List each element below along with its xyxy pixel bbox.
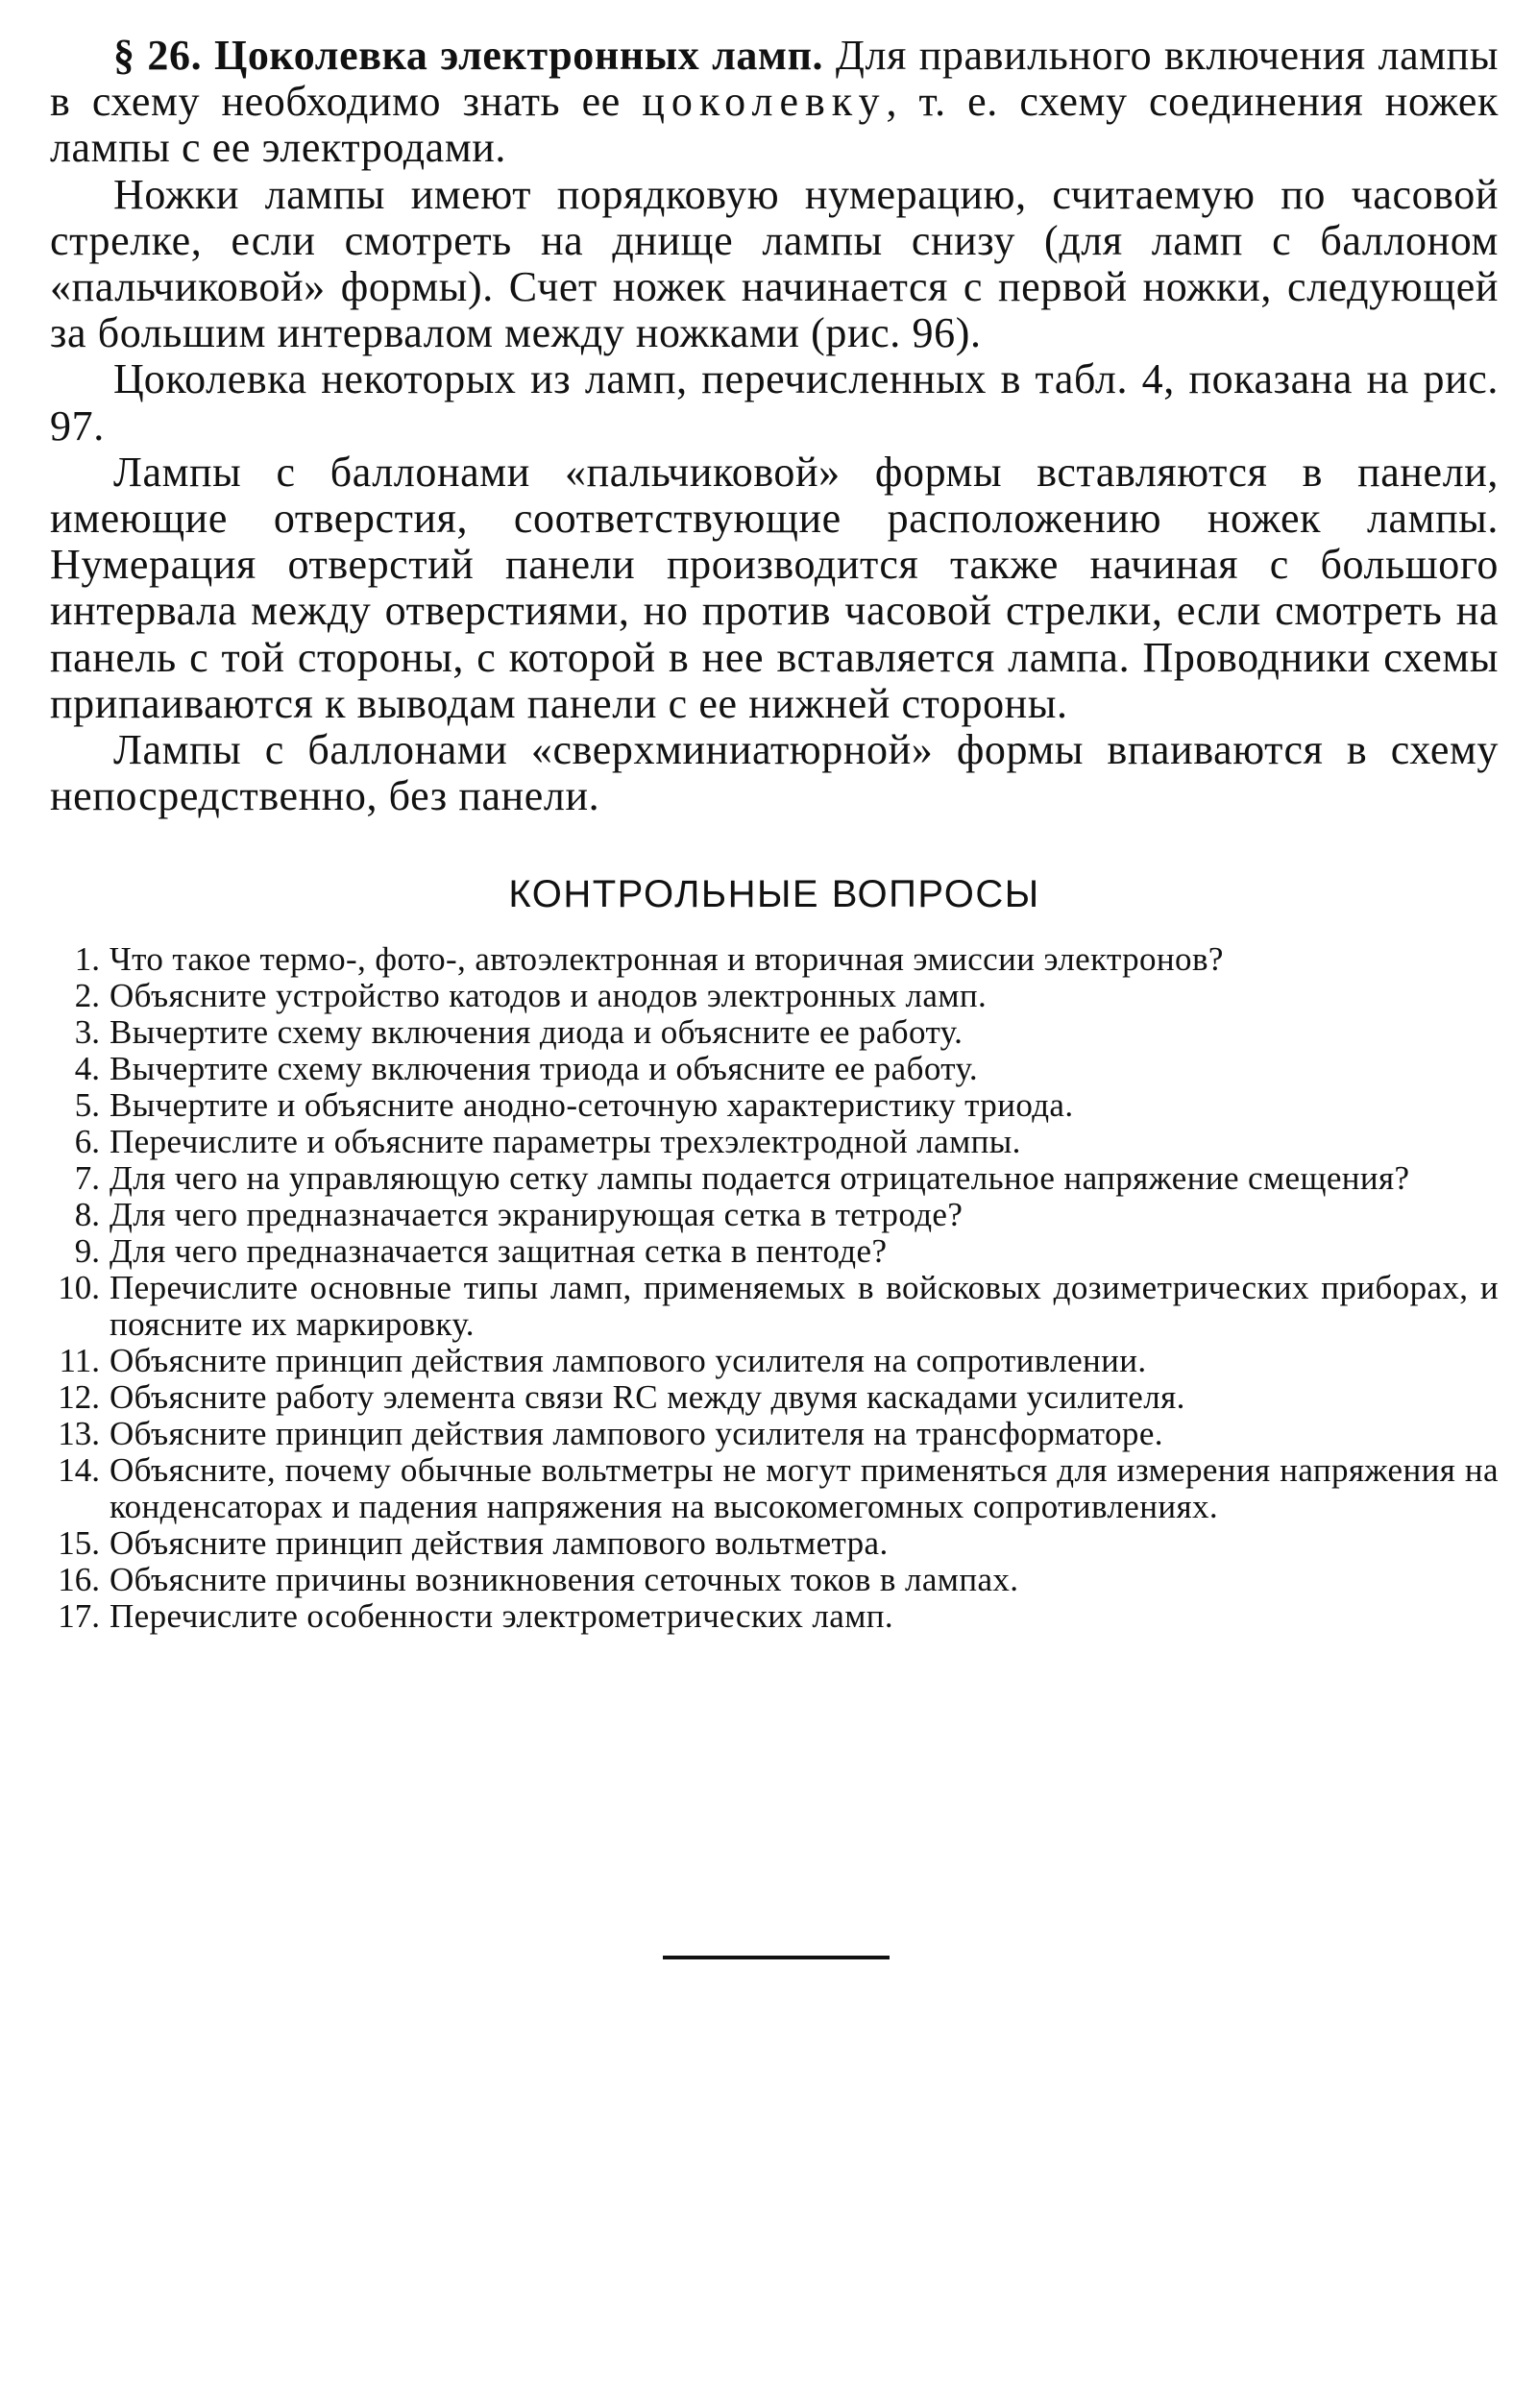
paragraph-pin-numbering: Ножки лампы имеют порядковую нумерацию, считаемую по часовой стрелке, если смотреть на днище лампы снизу (для ламп с баллоном «пальчиковой» формы). Счет ножек начинается с первой ножки, следующей за большим интервалом между ножками (рис. 96). bbox=[50, 170, 1499, 357]
question-text: Для чего предназначается экранирующая сетка в тетроде? bbox=[110, 1196, 964, 1234]
question-text: Вычертите схему включения триода и объясните ее работу. bbox=[110, 1050, 979, 1088]
question-text: Вычертите и объясните анодно-сеточную характеристику триода. bbox=[110, 1086, 1074, 1125]
question-item bbox=[50, 1452, 1499, 1525]
question-number: 16. bbox=[58, 1561, 100, 1599]
question-item bbox=[50, 1197, 1499, 1233]
question-text: Вычертите схему включения диода и объясните ее работу. bbox=[110, 1013, 964, 1052]
question-text: Что такое термо-, фото-, автоэлектронная и вторичная эмиссии электронов? bbox=[110, 940, 1224, 979]
question-text: Объясните принцип действия лампового вольтметра. bbox=[110, 1524, 889, 1563]
question-item bbox=[50, 1124, 1499, 1160]
spaced-term: цоколевку bbox=[642, 78, 887, 126]
question-number: 13. bbox=[58, 1415, 100, 1453]
question-number: 3. bbox=[74, 1013, 100, 1052]
paragraph-socket: Лампы с баллонами «пальчиковой» формы вставляются в панели, имеющие отверстия, соответствующие расположению ножек лампы. Нумерация отверстий панели производится также начиная с большого интервала между отверстиями, но против часовой стрелки, если смотреть на панель с той стороны, с которой в нее вставляется лампа. Проводники схемы припаиваются к выводам панели с ее нижней стороны. bbox=[50, 448, 1499, 727]
paragraph-intro bbox=[50, 33, 1499, 172]
paragraph-intro-text: Для правильного включения лампы в схему необходимо знать ее bbox=[50, 32, 1499, 126]
question-item bbox=[50, 1270, 1499, 1343]
question-text: Для чего на управляющую сетку лампы подается отрицательное напряжение смещения? bbox=[110, 1159, 1410, 1198]
question-text: Объясните принцип действия лампового усилителя на сопротивлении. bbox=[110, 1342, 1147, 1380]
question-item bbox=[50, 978, 1499, 1014]
questions-title: КОНТРОЛЬНЫЕ ВОПРОСЫ bbox=[508, 873, 1040, 916]
section-26 bbox=[50, 33, 1499, 819]
question-item bbox=[50, 941, 1499, 978]
section-heading: § 26. Цоколевка электронных ламп. bbox=[113, 32, 824, 79]
question-number: 10. bbox=[58, 1269, 100, 1307]
question-number: 12. bbox=[58, 1378, 100, 1417]
question-item bbox=[50, 1233, 1499, 1270]
question-item bbox=[50, 1160, 1499, 1197]
question-text: Объясните работу элемента связи RC между двумя каскадами усилителя. bbox=[110, 1378, 1185, 1417]
question-number: 2. bbox=[74, 977, 100, 1015]
questions-list bbox=[50, 941, 1499, 1635]
paragraph-subminiature: Лампы с баллонами «сверхминиатюрной» формы впаиваются в схему непосредственно, без панели. bbox=[50, 726, 1499, 820]
question-text: Объясните, почему обычные вольтметры не могут применяться для измерения напряжения на конденсаторах и падения напряжения на высокомегомных сопротивлениях. bbox=[110, 1451, 1499, 1526]
question-number: 11. bbox=[59, 1342, 100, 1380]
page bbox=[50, 33, 1499, 1635]
question-number: 17. bbox=[58, 1597, 100, 1636]
question-item bbox=[50, 1598, 1499, 1635]
question-number: 15. bbox=[58, 1524, 100, 1563]
question-item bbox=[50, 1379, 1499, 1416]
question-item bbox=[50, 1343, 1499, 1379]
question-number: 14. bbox=[58, 1451, 100, 1490]
question-text: Для чего предназначается защитная сетка в пентоде? bbox=[110, 1232, 888, 1271]
question-number: 8. bbox=[74, 1196, 100, 1234]
paragraph-intro-tail: , т. е. схему соединения ножек лампы с ее электродами. bbox=[50, 78, 1499, 172]
question-text: Объясните устройство катодов и анодов электронных ламп. bbox=[110, 977, 988, 1015]
question-number: 7. bbox=[74, 1159, 100, 1198]
question-number: 6. bbox=[74, 1123, 100, 1161]
question-text: Объясните принцип действия лампового усилителя на трансформаторе. bbox=[110, 1415, 1163, 1453]
question-item bbox=[50, 1525, 1499, 1562]
question-text: Объясните причины возникновения сеточных токов в лампах. bbox=[110, 1561, 1019, 1599]
question-item bbox=[50, 1087, 1499, 1124]
question-text: Перечислите и объясните параметры трехэлектродной лампы. bbox=[110, 1123, 1021, 1161]
question-number: 4. bbox=[74, 1050, 100, 1088]
question-item bbox=[50, 1416, 1499, 1452]
end-divider bbox=[663, 1956, 890, 1959]
question-number: 9. bbox=[74, 1232, 100, 1271]
question-number: 5. bbox=[74, 1086, 100, 1125]
question-item bbox=[50, 1562, 1499, 1598]
question-text: Перечислите особенности электрометрических ламп. bbox=[110, 1597, 894, 1636]
question-text: Перечислите основные типы ламп, применяемых в войсковых дозиметрических приборах, и поясните их маркировку. bbox=[110, 1269, 1499, 1344]
question-number: 1. bbox=[74, 940, 100, 979]
paragraph-pinout-reference: Цоколевка некоторых из ламп, перечисленных в табл. 4, показана на рис. 97. bbox=[50, 355, 1499, 450]
question-item bbox=[50, 1014, 1499, 1051]
question-item bbox=[50, 1051, 1499, 1087]
